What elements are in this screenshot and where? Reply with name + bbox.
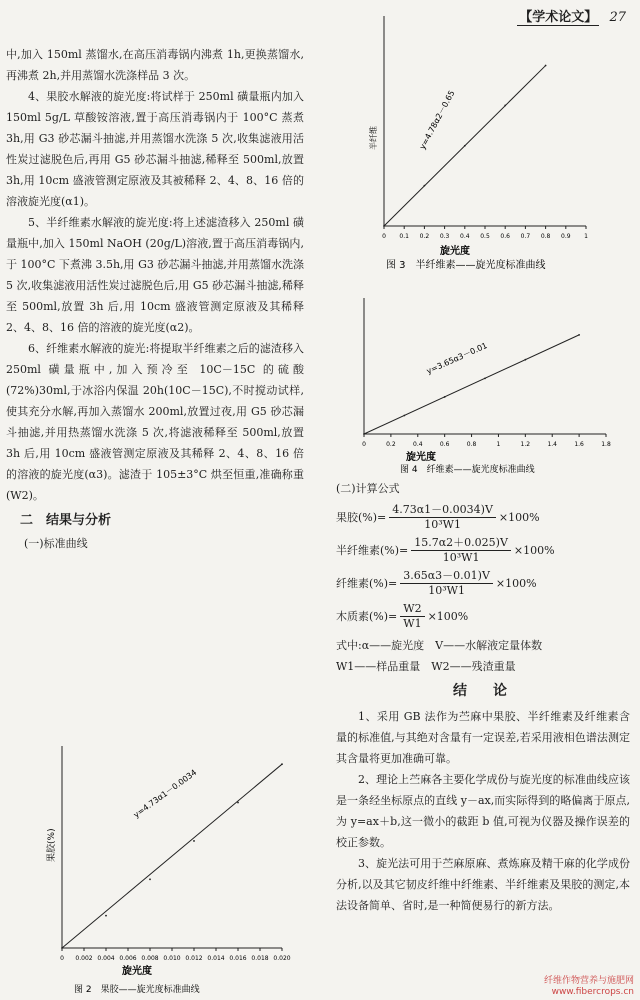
watermark-url: www.fibercrops.cn: [551, 987, 634, 997]
page-number: 27: [609, 10, 626, 25]
watermark-line: 纤维作物营养与施肥网: [543, 976, 634, 986]
x-tick-label: 0.006: [119, 955, 137, 962]
data-point: [193, 840, 195, 842]
data-point: [105, 915, 107, 917]
x-tick-label: 1.6: [574, 441, 584, 448]
data-point: [524, 359, 526, 361]
data-point: [403, 415, 405, 417]
formula-lhs: 半纤维素(%)=: [336, 544, 409, 557]
formula-lhs: 纤维素(%)=: [336, 577, 398, 590]
numerator: W2: [400, 602, 424, 617]
formula-lignin: [336, 602, 630, 631]
numerator: 3.65α3－0.01)V: [400, 569, 493, 584]
data-point: [363, 433, 365, 435]
x-tick-label: 0.3: [439, 233, 450, 240]
data-point: [237, 802, 239, 804]
data-point: [464, 145, 466, 147]
formula-tail: ×100%: [498, 511, 540, 524]
x-tick-label: 0.9: [561, 233, 571, 240]
paragraph: 中,加入 150ml 蒸馏水,在高压消毒锅内沸煮 1h,更换蒸馏水,再沸煮 2h,并用蒸馏水洗涤样品 3 次。: [6, 48, 304, 82]
formula-hemicellulose: [336, 536, 630, 565]
x-tick-group: [362, 434, 611, 448]
x-tick-label: 0.5: [480, 233, 490, 240]
x-axis-label: 旋光度: [122, 966, 152, 977]
figure-2: [40, 742, 296, 998]
figure-caption: 图 3 半纤维素——旋光度标准曲线: [386, 260, 546, 271]
formula-cellulose: [336, 569, 630, 598]
x-tick-group: [382, 226, 588, 240]
x-tick-label: 0: [382, 233, 386, 240]
fraction: [389, 503, 496, 532]
watermark: [544, 976, 634, 998]
x-tick-label: 1: [584, 233, 588, 240]
x-axis-label: 旋光度: [440, 246, 470, 257]
data-point: [484, 378, 486, 380]
x-tick-label: 0.012: [185, 955, 203, 962]
conclusion-heading: 结 论: [453, 683, 513, 699]
paragraph: 3、旋光法可用于苎麻原麻、煮炼麻及精干麻的化学成份分析,以及其它韧皮纤维中纤维素、半纤维素及果胶的测定,本法设备简单、省时,是一种简便易行的新方法。: [336, 857, 630, 912]
x-tick-label: 0.018: [251, 955, 269, 962]
data-point: [281, 763, 283, 765]
formula-lhs: 木质素(%)=: [336, 610, 398, 623]
formula-lhs: 果胶(%)=: [336, 511, 387, 524]
x-tick-label: 0.002: [75, 955, 93, 962]
fraction: [411, 536, 511, 565]
numerator: 4.73α1－0.0034)V: [389, 503, 496, 518]
subsection-heading: (二)计算公式: [336, 482, 400, 495]
formula-tail: ×100%: [495, 577, 537, 590]
x-tick-label: 0.004: [97, 955, 115, 962]
data-point: [504, 105, 506, 107]
y-axis-label: 半纤维: [369, 126, 378, 150]
x-tick-label: 0: [60, 955, 64, 962]
x-tick-label: 0.6: [500, 233, 510, 240]
denominator: 10³W1: [424, 518, 461, 531]
x-tick-label: 0.1: [399, 233, 409, 240]
data-point: [149, 878, 151, 880]
denominator: W1: [403, 617, 422, 630]
figure-3: [366, 10, 606, 276]
denominator: 10³W1: [442, 551, 480, 564]
regression-equation: y=4.73α1－0.0034: [131, 767, 199, 820]
paragraph: 1、采用 GB 法作为苎麻中果胶、半纤维素及纤维素含量的标准值,与其绝对含量有一定误差,若采用液相色谱法测定其含量将更加准确可靠。: [336, 710, 630, 765]
regression-equation: y=4.78α2－0.65: [417, 88, 457, 151]
x-tick-label: 0.8: [466, 441, 477, 448]
x-tick-label: 1.8: [601, 441, 611, 448]
right-column: [336, 478, 630, 916]
x-tick-label: 0.4: [460, 233, 470, 240]
x-tick-label: 0.020: [273, 955, 291, 962]
x-tick-group: [60, 948, 291, 962]
paragraph: 5、半纤维素水解液的旋光度:将上述滤渣移入 250ml 磺量瓶中,加入 150ml NaOH (20g/L)溶液,置于高压消毒锅内,于 100°C 下煮沸 3.5h,用 G3 砂芯漏斗抽滤,并用蒸馏水洗涤 5 次,收集滤液用活性炭过滤脱色后,用 G5 砂芯漏斗抽滤,稀释至 500ml,放置 3h 后,用 10cm 盛液管测定原液及其稀释 2、4、8、16 倍的溶液的旋光度(α2)。: [6, 216, 304, 334]
x-tick-label: 0.7: [520, 233, 531, 240]
denominator: 10³W1: [428, 584, 465, 597]
data-point: [545, 65, 547, 67]
formula-pectin: [336, 503, 630, 532]
x-tick-label: 0.2: [419, 233, 430, 240]
figure-3-chart: [366, 10, 606, 272]
data-point: [578, 334, 580, 336]
section-heading: 二 结果与分析: [20, 513, 112, 528]
data-point: [383, 225, 385, 227]
x-tick-label: 0.6: [439, 441, 450, 448]
x-axis-label: 旋光度: [406, 452, 436, 463]
numerator: 15.7α2＋0.025)V: [411, 536, 511, 551]
x-tick-label: 0.014: [207, 955, 225, 962]
figure-4-chart: [336, 294, 616, 474]
section-label: 【学术论文】: [519, 10, 598, 25]
data-point: [61, 947, 63, 949]
paragraph: 4、果胶水解液的旋光度:将试样于 250ml 磺量瓶内加入 150ml 5g/L 草酸铵溶液,置于高压消毒锅内于 100°C 蒸煮 3h,用 G3 砂芯漏斗抽滤,并用蒸馏水洗涤 5 次,收集滤液用活性炭过滤脱色后,再用 G5 砂芯漏斗抽滤,稀释至 500ml,放置 3h,用 10cm 盛液管测定原液及其被稀释 2、4、8、16 倍的溶液旋光度(α1)。: [6, 90, 304, 208]
x-tick-label: 1: [496, 441, 501, 448]
paragraph: 6、纤维素水解液的旋光:将提取半纤维素之后的滤渣移入 250ml 磺量瓶中,加入预冷至 10C－15C 的硫酸(72%)30ml,于冰浴内保温 20h(10C－15C),不时搅动试样,使其充分水解,再加入蒸馏水 200ml,放置过夜,用 G5 砂芯漏斗抽滤,并用热蒸馏水洗涤 5 次,将滤液稀释至 500ml,放置 3h 后,用 10cm 盛液管测定原液及其稀释 2、4、8、16 倍的溶液的旋光度(α3)。滤渣于 105±3°C 烘至恒重,准确称重(W2)。: [6, 342, 304, 502]
x-tick-label: 1.2: [520, 441, 531, 448]
left-column: [6, 44, 304, 556]
x-tick-label: 1.4: [547, 441, 557, 448]
data-point: [444, 396, 446, 398]
regression-equation: y=3.65α3－0.01: [425, 340, 489, 376]
figure-4: [336, 294, 616, 478]
formula-tail: ×100%: [513, 544, 555, 557]
figure-caption: 图 2 果胶——旋光度标准曲线: [74, 985, 200, 994]
x-tick-label: 0: [362, 441, 366, 448]
figure-caption: 图 4 纤维素——旋光度标准曲线: [400, 465, 535, 474]
formula-tail: ×100%: [427, 610, 469, 623]
formula-legend: W1——样品重量 W2——残渣重量: [336, 660, 516, 673]
x-tick-label: 0.016: [229, 955, 247, 962]
x-tick-label: 0.008: [141, 955, 159, 962]
formula-legend: 式中:α——旋光度 V——水解液定量体数: [336, 639, 543, 652]
fraction: [400, 602, 424, 631]
x-tick-label: 0.2: [386, 441, 396, 448]
subsection-heading: (一)标准曲线: [24, 537, 88, 550]
y-axis-label: 果胶(%): [47, 828, 57, 862]
fraction: [400, 569, 493, 598]
paragraph: 2、理论上苎麻各主要化学成份与旋光度的标准曲线应该是一条经坐标原点的直线 y－ax,而实际得到的略偏离于原点,为 y=ax＋b,这一微小的截距 b 值,可视为仪器及操作误差的校正参数。: [336, 773, 630, 849]
x-tick-label: 0.4: [413, 441, 423, 448]
data-point: [424, 185, 426, 187]
figure-2-chart: [40, 742, 296, 994]
x-tick-label: 0.010: [163, 955, 181, 962]
x-tick-label: 0.8: [540, 233, 551, 240]
